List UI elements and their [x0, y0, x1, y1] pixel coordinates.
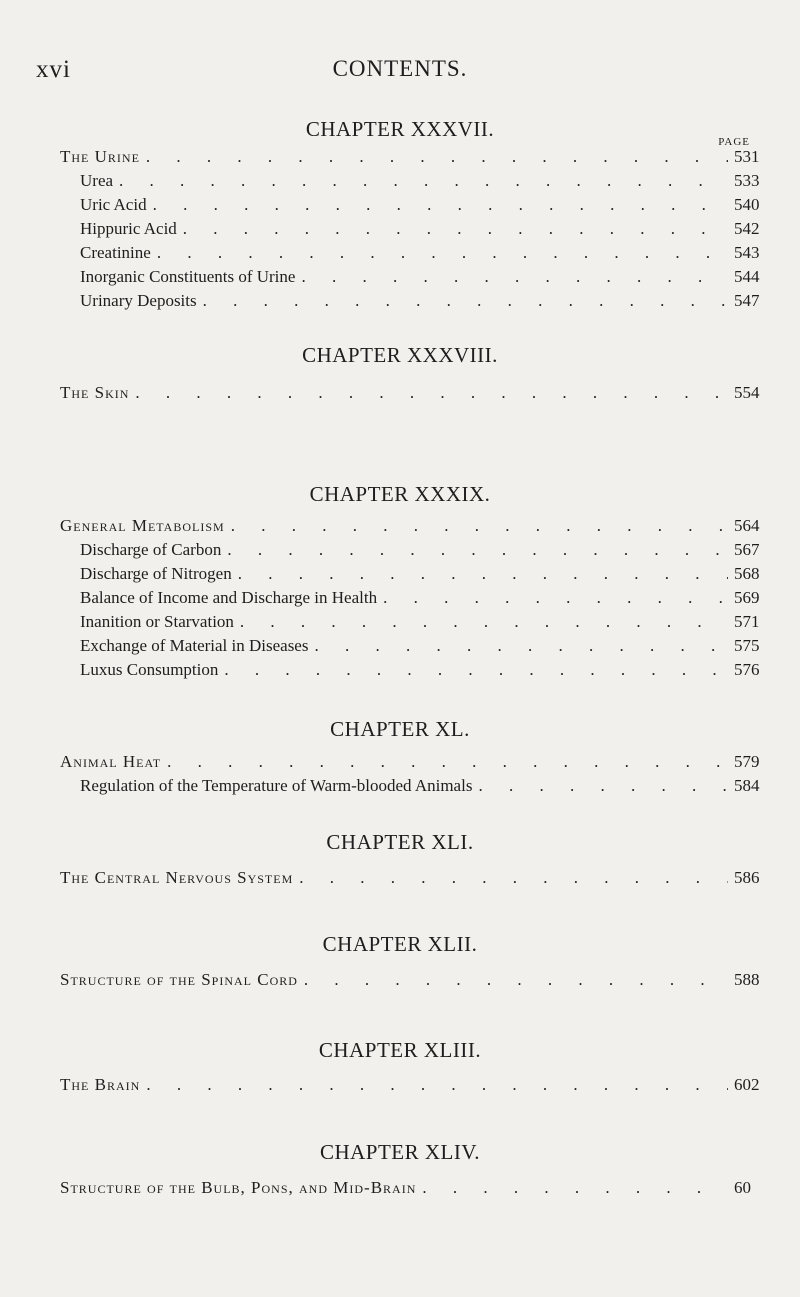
dot-leader: [183, 219, 728, 239]
toc-page-number: 579: [734, 752, 760, 771]
toc-entry-title: Inorganic Constituents of Urine: [80, 267, 296, 286]
toc-entry-title: Urea: [80, 171, 114, 190]
toc-page-number: 60: [734, 1178, 751, 1197]
dot-leader: [135, 383, 728, 403]
toc-entry-title: Uric Acid: [80, 195, 147, 214]
chapter-heading: CHAPTER XXXVIII.: [302, 343, 498, 367]
running-head: [0, 56, 800, 86]
toc-entry-title: Structure of the Spinal Cord: [60, 970, 298, 989]
toc-entry-sub: [80, 219, 760, 243]
toc-page-number: 542: [734, 219, 760, 238]
dot-leader: [119, 171, 728, 191]
toc-page-number: 588: [734, 970, 760, 989]
dot-leader: [304, 970, 728, 990]
toc-entry-sub: [80, 612, 760, 636]
toc-entry-title: Structure of the Bulb, Pons, and Mid-Brain: [60, 1178, 417, 1197]
toc-entry-sub: [80, 195, 760, 219]
dot-leader: [383, 588, 728, 608]
dot-leader: [299, 868, 728, 888]
toc-page-number: 575: [734, 636, 760, 655]
chapter-heading: CHAPTER XLIV.: [319, 1140, 481, 1164]
toc-entry-title: Luxus Consumption: [80, 660, 219, 679]
chapter-heading: CHAPTER XXXIX.: [309, 482, 491, 506]
toc-page-number: 564: [734, 516, 760, 535]
dot-leader: [478, 776, 728, 796]
toc-page-number: 567: [734, 540, 760, 559]
toc-entry-sub: [80, 243, 760, 267]
toc-entry-title: Creatinine: [80, 243, 151, 262]
toc-page-number: 544: [734, 267, 760, 286]
dot-leader: [146, 147, 728, 167]
page-folio: xvi: [36, 56, 71, 83]
toc-entry-title: The Urine: [60, 147, 140, 166]
toc-entry-sub: [80, 171, 760, 195]
toc-page-number: 540: [734, 195, 760, 214]
dot-leader: [422, 1178, 728, 1198]
chapter-heading: CHAPTER XLII.: [322, 932, 478, 956]
toc-entry-title: The Brain: [60, 1075, 141, 1094]
toc-entry-main: [60, 1075, 760, 1099]
toc-entry-title: Animal Heat: [60, 752, 162, 771]
toc-entry-main: [60, 752, 760, 776]
toc-page-number: 543: [734, 243, 760, 262]
dot-leader: [203, 291, 728, 311]
dot-leader: [240, 612, 728, 632]
toc-page-number: 576: [734, 660, 760, 679]
toc-entry-main: [60, 516, 760, 540]
toc-page-number: 586: [734, 868, 760, 887]
toc-entry-sub: [80, 588, 760, 612]
toc-entry-sub: [80, 660, 760, 684]
toc-entry-sub: [80, 564, 760, 588]
toc-page-number: 568: [734, 564, 760, 583]
running-head-title: CONTENTS.: [332, 56, 468, 81]
toc-entry-main: [60, 970, 760, 994]
toc-entry-main: [60, 147, 760, 171]
chapter-heading: CHAPTER XLIII.: [318, 1038, 482, 1062]
dot-leader: [314, 636, 728, 656]
toc-entry-title: General Metabolism: [60, 516, 225, 535]
chapter-heading: CHAPTER XL.: [330, 717, 470, 741]
dot-leader: [301, 267, 728, 287]
toc-entry-sub: [80, 636, 760, 660]
toc-page-number: 571: [734, 612, 760, 631]
toc-page-number: 533: [734, 171, 760, 190]
dot-leader: [238, 564, 728, 584]
toc-page-number: 547: [734, 291, 760, 310]
toc-entry-title: The Central Nervous System: [60, 868, 294, 887]
toc-entry-sub: [80, 267, 760, 291]
toc-entry-title: Hippuric Acid: [80, 219, 177, 238]
toc-entry-sub: [80, 291, 760, 315]
toc-page-number: 584: [734, 776, 760, 795]
dot-leader: [157, 243, 728, 263]
dot-leader: [224, 660, 728, 680]
toc-entry-title: Regulation of the Temperature of Warm-blooded Animals: [80, 776, 473, 795]
chapter-heading: CHAPTER XLI.: [326, 830, 474, 854]
toc-page-number: 602: [734, 1075, 760, 1094]
toc-entry-title: Balance of Income and Discharge in Health: [80, 588, 378, 607]
toc-entry-title: Discharge of Nitrogen: [80, 564, 232, 583]
toc-page-number: 531: [734, 147, 760, 166]
chapter-heading: CHAPTER XXXVII.: [305, 117, 495, 141]
toc-entry-title: The Skin: [60, 383, 130, 402]
page-column-label: PAGE: [718, 136, 750, 148]
toc-entry-main: [60, 1178, 760, 1202]
toc-entry-title: Urinary Deposits: [80, 291, 197, 310]
dot-leader: [146, 1075, 728, 1095]
dot-leader: [167, 752, 728, 772]
dot-leader: [227, 540, 728, 560]
dot-leader: [153, 195, 728, 215]
toc-entry-title: Exchange of Material in Diseases: [80, 636, 309, 655]
toc-entry-title: Inanition or Starvation: [80, 612, 234, 631]
toc-entry-main: [60, 868, 760, 892]
toc-entry-title: Discharge of Carbon: [80, 540, 222, 559]
toc-entry-main: [60, 383, 760, 407]
toc-page-number: 554: [734, 383, 760, 402]
toc-page-number: 569: [734, 588, 760, 607]
toc-entry-sub: [80, 540, 760, 564]
toc-entry-sub: [80, 776, 760, 800]
dot-leader: [231, 516, 728, 536]
